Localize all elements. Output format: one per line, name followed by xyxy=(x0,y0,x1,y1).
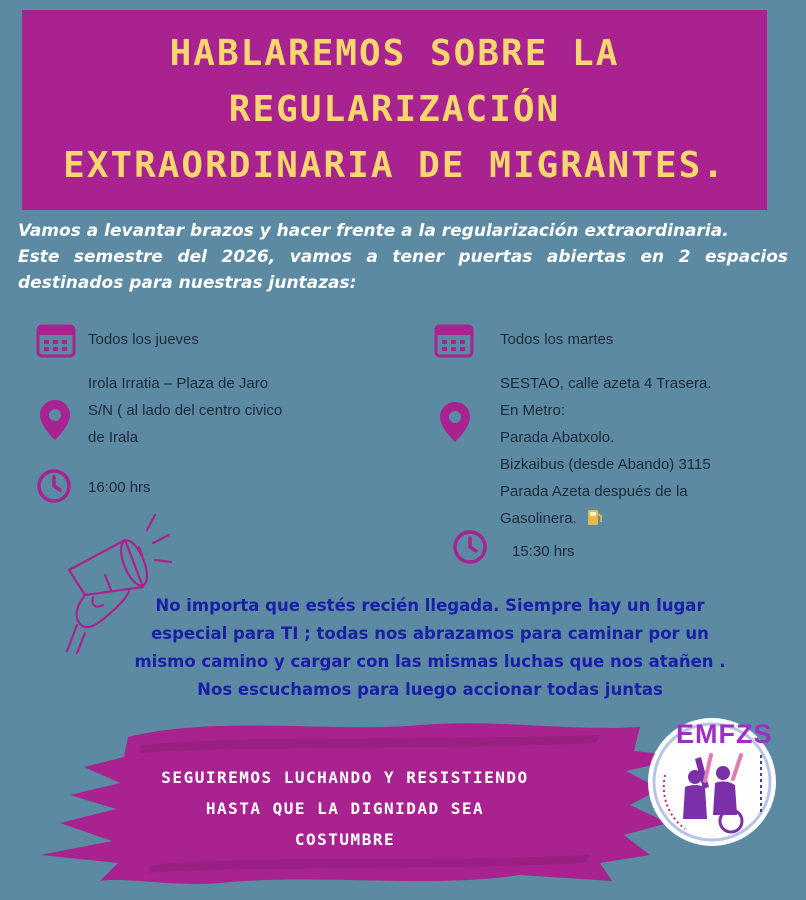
message-text xyxy=(120,592,740,704)
closing-line-3: COSTUMBRE xyxy=(294,830,396,849)
clock-icon xyxy=(36,468,72,504)
intro-line-1: Vamos a levantar brazos y hacer frente a la regularización extraordinaria. xyxy=(18,221,729,241)
left-address xyxy=(88,370,282,451)
closing-text xyxy=(120,762,570,855)
calendar-icon xyxy=(36,321,76,359)
left-time: 16:00 hrs xyxy=(88,479,151,496)
closing-line-2: HASTA QUE LA DIGNIDAD SEA xyxy=(205,799,485,818)
calendar-icon xyxy=(434,321,474,359)
title-line-3: EXTRAORDINARIA DE MIGRANTES. xyxy=(63,145,726,186)
right-address-line-1: SESTAO, calle azeta 4 Trasera. xyxy=(500,375,712,392)
right-address-line-6: Gasolinera. xyxy=(500,510,577,527)
location-pin-icon xyxy=(38,398,72,442)
message-line-1: No importa que estés recién llegada. Siempre hay un lugar xyxy=(155,596,705,615)
logo-text: EMFZS xyxy=(676,719,773,749)
intro-line-2: Este semestre del 2026, vamos a tener puertas abiertas en 2 espacios xyxy=(18,247,788,267)
right-address xyxy=(500,370,711,532)
intro-line-3: destinados para nuestras juntazas: xyxy=(18,273,357,293)
left-address-line-2: S/N ( al lado del centro civico xyxy=(88,402,283,419)
right-address-line-5: Parada Azeta después de la xyxy=(500,483,688,500)
right-address-line-3: Parada Abatxolo. xyxy=(500,429,615,446)
fuel-icon xyxy=(587,508,603,526)
message-line-4: Nos escuchamos para luego accionar todas juntas xyxy=(197,680,663,699)
left-address-line-1: Irola Irratia – Plaza de Jaro xyxy=(88,375,269,392)
right-address-line-4: Bizkaibus (desde Abando) 3115 xyxy=(500,456,711,473)
right-address-line-2: En Metro: xyxy=(500,402,566,419)
right-time: 15:30 hrs xyxy=(512,543,575,560)
left-address-line-3: de Irala xyxy=(88,429,139,446)
intro-text xyxy=(18,218,788,296)
right-day: Todos los martes xyxy=(500,331,614,348)
title-line-1: HABLAREMOS SOBRE LA xyxy=(169,33,620,74)
left-day: Todos los jueves xyxy=(88,331,199,348)
title-banner xyxy=(22,10,767,210)
clock-icon xyxy=(452,529,488,565)
message-line-3: mismo camino y cargar con las mismas luchas que nos atañen . xyxy=(134,652,726,671)
right-address-line-6-row xyxy=(500,505,711,532)
title-line-2: REGULARIZACIÓN xyxy=(228,89,561,130)
location-pin-icon xyxy=(438,400,472,444)
closing-line-1: SEGUIREMOS LUCHANDO Y RESISTIENDO xyxy=(161,768,529,787)
message-line-2: especial para TI ; todas nos abrazamos para caminar por un xyxy=(151,624,709,643)
